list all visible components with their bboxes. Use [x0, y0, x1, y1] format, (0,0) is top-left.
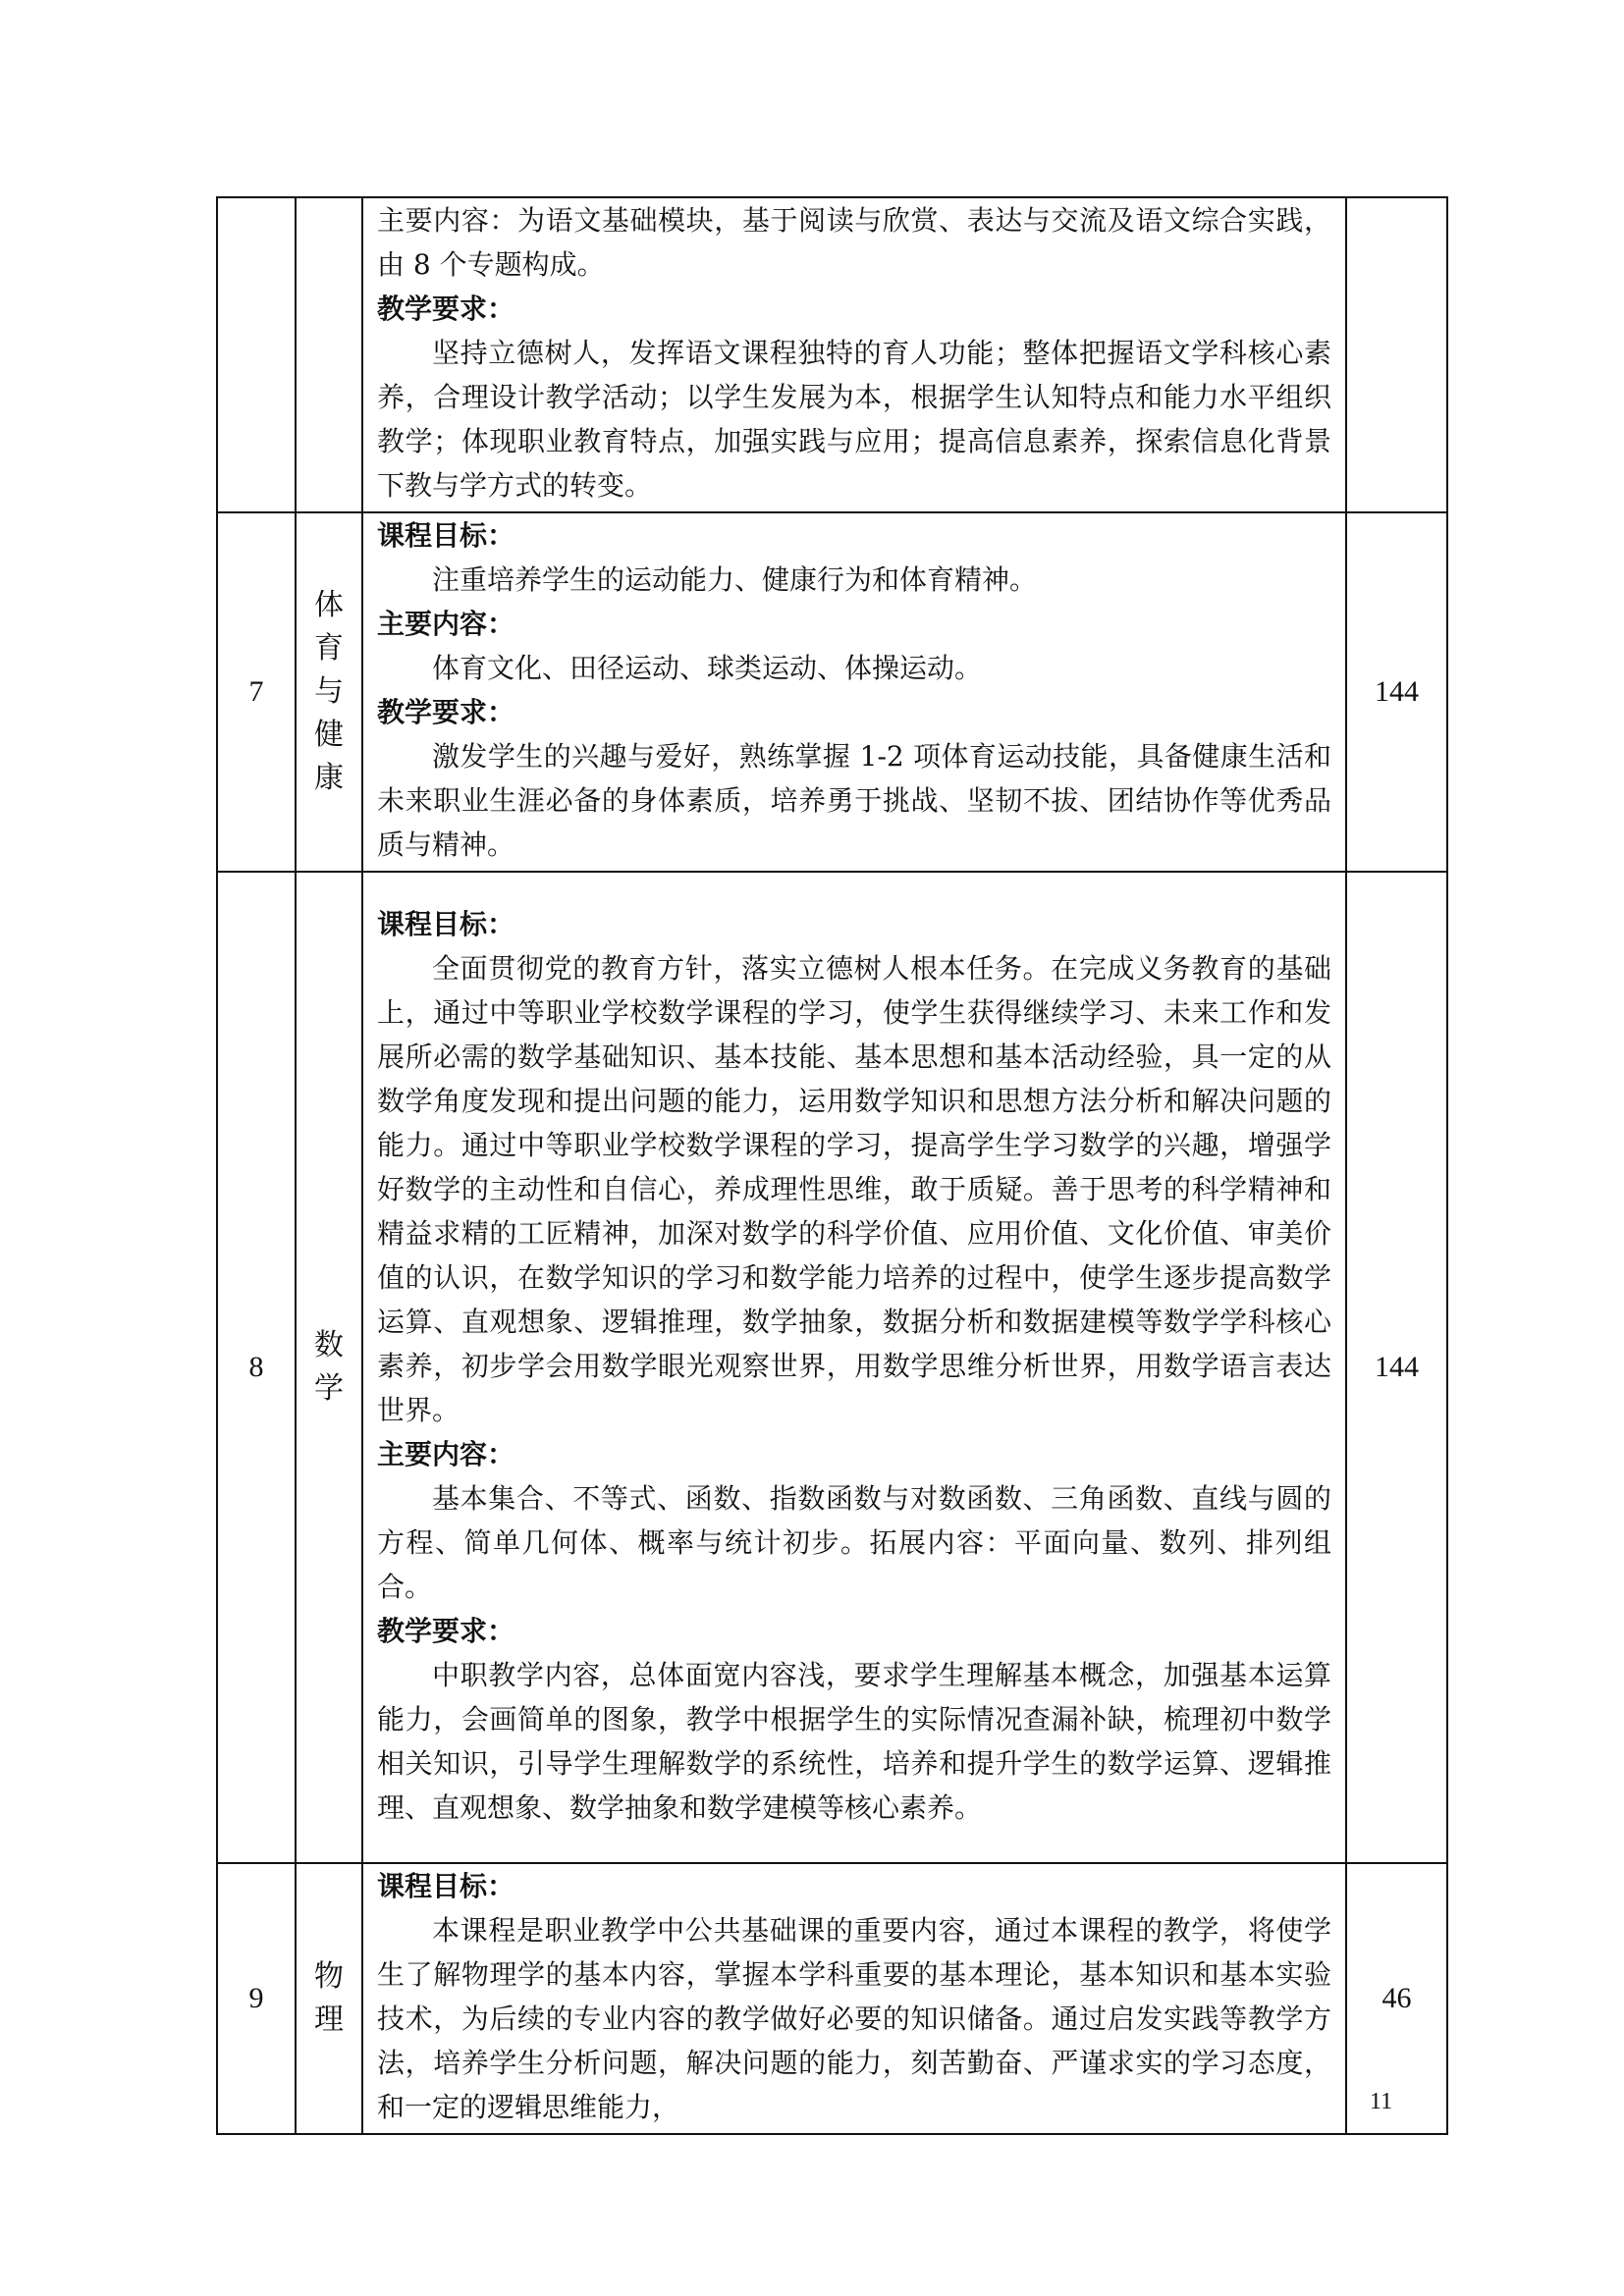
- course-goal-text: 注重培养学生的运动能力、健康行为和体育精神。: [432, 563, 1038, 596]
- course-hours: 46: [1346, 1863, 1447, 2134]
- table-row: [217, 197, 1447, 512]
- course-goal-heading: 课程目标：: [377, 907, 515, 940]
- page-number: 11: [1370, 2089, 1393, 2114]
- course-hours: 144: [1346, 512, 1447, 872]
- course-content: [362, 512, 1346, 872]
- course-name-char: 物: [314, 1959, 344, 1994]
- course-name-char: 数: [314, 1328, 344, 1362]
- course-name-char: 康: [314, 761, 344, 795]
- course-name: [296, 872, 362, 1863]
- course-goal-text: 全面贯彻党的教育方针，落实立德树人根本任务。在完成义务教育的基础上，通过中等职业学校数学课程的学习，使学生获得继续学习、未来工作和发展所必需的数学基础知识、基本技能、基本思想和基本活动经验，具一定的从数学角度发现和提出问题的能力，运用数学知识和思想方法分析和解决问题的能力。通过中等职业学校数学课程的学习，提高学生学习数学的兴趣，增强学好数学的主动性和自信心，养成理性思维，敢于质疑。善于思考的科学精神和精益求精的工匠精神，加深对数学的科学价值、应用价值、文化价值、审美价值的认识，在数学知识的学习和数学能力培养的过程中，使学生逐步提高数学运算、直观想象、逻辑推理，数学抽象，数据分析和数据建模等数学学科核心素养，初步学会用数学眼光观察世界，用数学思维分析世界，用数学语言表达世界。: [377, 951, 1331, 1426]
- main-content-text: 体育文化、田径运动、球类运动、体操运动。: [432, 652, 983, 684]
- course-goal-heading: 课程目标：: [377, 1870, 515, 1902]
- course-goal-heading: 课程目标：: [377, 519, 515, 552]
- course-hours: [1346, 197, 1447, 512]
- course-number: 8: [217, 872, 296, 1863]
- teaching-requirements-heading: 教学要求：: [377, 293, 515, 325]
- teaching-requirements-heading: 教学要求：: [377, 1614, 515, 1647]
- course-name: [296, 512, 362, 872]
- main-content-heading: 主要内容：: [377, 608, 515, 640]
- course-name-char: 体: [314, 588, 344, 622]
- course-name-char: 健: [314, 718, 344, 752]
- teaching-requirements-text: 坚持立德树人，发挥语文课程独特的育人功能；整体把握语文学科核心素养，合理设计教学活动；以学生发展为本，根据学生认知特点和能力水平组织教学；体现职业教育特点，加强实践与应用；提高信息素养，探索信息化背景下教与学方式的转变。: [377, 337, 1331, 502]
- course-number: 7: [217, 512, 296, 872]
- course-name: [296, 197, 362, 512]
- course-content: [362, 1863, 1346, 2134]
- main-content-heading: 主要内容：: [377, 1437, 515, 1470]
- course-name-char: 理: [314, 2002, 344, 2037]
- course-name-char: 育: [314, 631, 344, 666]
- main-content-text: 主要内容：为语文基础模块，基于阅读与欣赏、表达与交流及语文综合实践，由 8 个专题构成。: [377, 204, 1331, 281]
- table-row: [217, 872, 1447, 1863]
- course-name-char: 与: [314, 674, 344, 709]
- course-number: [217, 197, 296, 512]
- course-hours: 144: [1346, 872, 1447, 1863]
- table-row: [217, 1863, 1447, 2134]
- teaching-requirements-heading: 教学要求：: [377, 696, 515, 728]
- main-content-text: 基本集合、不等式、函数、指数函数与对数函数、三角函数、直线与圆的方程、简单几何体、概率与统计初步。拓展内容：平面向量、数列、排列组合。: [377, 1481, 1331, 1603]
- table-row: [217, 512, 1447, 872]
- course-name: [296, 1863, 362, 2134]
- course-goal-text: 本课程是职业教学中公共基础课的重要内容，通过本课程的教学，将使学生了解物理学的基本内容，掌握本学科重要的基本理论，基本知识和基本实验技术，为后续的专业内容的教学做好必要的知识储备。通过启发实践等教学方法，培养学生分析问题，解决问题的能力，刻苦勤奋、严谨求实的学习态度，和一定的逻辑思维能力，: [377, 1914, 1331, 2123]
- course-number: 9: [217, 1863, 296, 2134]
- course-name-char: 学: [314, 1371, 344, 1406]
- teaching-requirements-text: 中职教学内容，总体面宽内容浅，要求学生理解基本概念，加强基本运算能力，会画简单的图象，教学中根据学生的实际情况查漏补缺，梳理初中数学相关知识，引导学生理解数学的系统性，培养和提升学生的数学运算、逻辑推理、直观想象、数学抽象和数学建模等核心素养。: [377, 1658, 1331, 1824]
- course-content: [362, 197, 1346, 512]
- course-content: [362, 872, 1346, 1863]
- teaching-requirements-text: 激发学生的兴趣与爱好，熟练掌握 1-2 项体育运动技能，具备健康生活和未来职业生涯必备的身体素质，培养勇于挑战、坚韧不拔、团结协作等优秀品质与精神。: [377, 740, 1331, 861]
- course-table: [216, 196, 1448, 2135]
